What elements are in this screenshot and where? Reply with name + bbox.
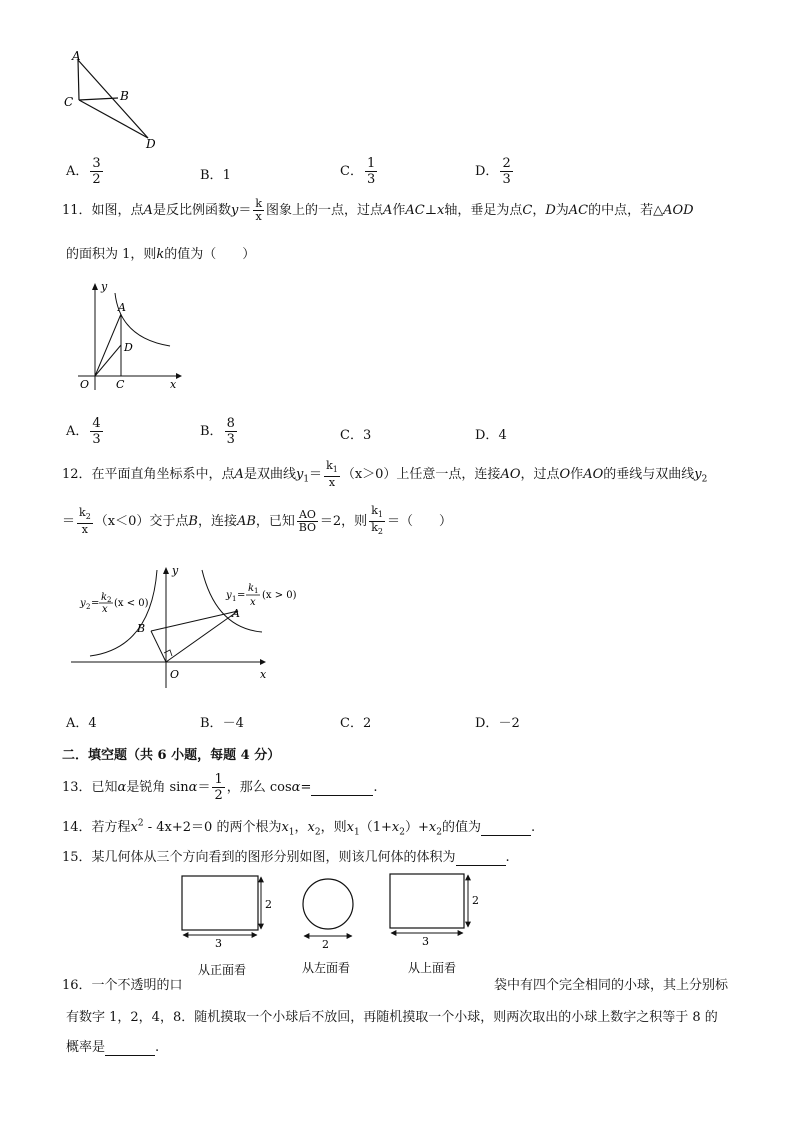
right-x: x: [250, 597, 256, 608]
x-axis-arrow: [260, 659, 266, 665]
q12-line-1: 12．在平面直角坐标系中，点A是双曲线$y_1=$ $\frac{k_1}{x}$ （x＞0）上任意一点，连接AO，过点O作AO的垂线与双曲线$y_2$: [62, 459, 708, 490]
right-eq: =: [237, 590, 246, 601]
q12-option-c[interactable]: C．2: [340, 716, 372, 731]
q11-option-a[interactable]: A． $\frac{4}{3}$: [66, 416, 101, 447]
front-height-label: 2: [265, 898, 272, 911]
right-angle-mark: [164, 650, 172, 656]
segment-oa: [166, 611, 238, 662]
top-width-label: 3: [422, 935, 429, 948]
q16-line-3: 概率是 .: [66, 1040, 160, 1055]
left-y: y: [80, 598, 86, 609]
label-x: x: [170, 378, 177, 391]
label-o: O: [170, 668, 180, 681]
front-view-caption: 从正面看: [198, 963, 247, 976]
section-2-heading: 二．填空题（共 6 小题，每题 4 分）: [62, 748, 281, 763]
q12-line-2: ＝ $\frac{k_2}{x}$ （x＜0）交于点B，连接AB，已知 $\frac{AO}{BO}$ ＝2，则 $\frac{k_1}{k_2}$ ＝（ ）: [62, 504, 452, 537]
q12-option-b[interactable]: B．－4: [200, 716, 244, 731]
label-d: D: [124, 341, 133, 354]
top-view-rect: [390, 874, 464, 928]
right-curve-label: [225, 583, 297, 608]
q11-option-b[interactable]: B． $\frac{8}{3}$: [200, 416, 235, 447]
left-x: x: [102, 604, 108, 615]
q11-line-2: 的面积为 1，则k的值为（ ）: [66, 247, 256, 262]
label-a: A: [72, 50, 81, 63]
q16-line-1a: 16．一个不透明的口: [62, 978, 183, 993]
q12-option-a[interactable]: A．4: [66, 716, 97, 731]
label-o: O: [80, 378, 90, 391]
label-y: y: [101, 280, 108, 293]
label-x: x: [260, 668, 267, 681]
q15-three-views: [170, 866, 490, 976]
left-view-caption: 从左面看: [302, 961, 351, 975]
segment-ac: [78, 60, 79, 100]
top-view: [390, 874, 479, 975]
right-y: y: [226, 590, 232, 601]
q12-hyperbola-figure: [66, 560, 316, 690]
q11-line-1: 11．如图，点A是反比例函数y＝ $\frac{k}{x}$ 图象上的一点，过点A作AC⊥x轴，垂足为点C，D为AC的中点，若△AOD: [62, 197, 694, 223]
label-y: y: [172, 564, 179, 577]
label-a: A: [118, 301, 126, 314]
front-width-label: 3: [215, 937, 222, 950]
label-a: A: [232, 607, 240, 620]
q10-option-b[interactable]: B．1: [200, 168, 231, 183]
y-axis-arrow: [163, 567, 169, 574]
left-eq: =: [91, 598, 100, 609]
left-width-label: 2: [322, 938, 329, 951]
q15-answer-blank[interactable]: [456, 850, 506, 866]
left-k-sub: 2: [107, 596, 112, 604]
left-view: [302, 879, 353, 975]
right-y-sub: 1: [232, 595, 237, 603]
left-cond: (x < 0): [114, 598, 149, 609]
q16-answer-blank[interactable]: [105, 1040, 155, 1056]
segment-od: [95, 345, 121, 376]
x-axis-arrow: [176, 373, 182, 379]
segment-cd: [79, 100, 148, 138]
q12-option-d[interactable]: D．－2: [475, 716, 520, 731]
q16-line-2: 有数字 1，2，4，8．随机摸取一个小球后不放回，再随机摸取一个小球，则两次取出的小球上数字之积等于 8 的: [66, 1010, 718, 1025]
top-height-label: 2: [472, 894, 479, 907]
right-k: k: [248, 583, 255, 594]
top-view-caption: 从上面看: [408, 961, 457, 975]
label-c: C: [64, 95, 74, 109]
left-y-sub: 2: [86, 603, 91, 611]
right-k-sub: 1: [254, 587, 259, 595]
left-hyperbola: [90, 570, 157, 656]
q16-line-1b: 袋中有四个完全相同的小球，其上分别标: [494, 978, 729, 993]
y-axis-arrow: [92, 283, 98, 290]
left-curve-label: [79, 592, 149, 615]
q10-option-d[interactable]: D． $\frac{2}{3}$: [475, 156, 511, 187]
q11-option-c[interactable]: C．3: [340, 428, 372, 443]
q15-line: 15．某几何体从三个方向看到的图形分别如图，则该几何体的体积为 .: [62, 850, 510, 865]
segment-oa: [95, 314, 121, 376]
q10-option-c[interactable]: C． $\frac{1}{3}$: [340, 156, 376, 187]
label-b: B: [120, 89, 129, 103]
q13-line: 13．已知α是锐角 sinα＝ $\frac{1}{2}$ ，那么 cosα= .: [62, 772, 378, 803]
left-view-circle: [303, 879, 353, 929]
q13-answer-blank[interactable]: [311, 780, 373, 796]
right-cond: (x > 0): [262, 590, 297, 601]
q11-option-d[interactable]: D．4: [475, 428, 507, 443]
label-d: D: [146, 137, 156, 150]
segment-ab: [151, 611, 238, 631]
q10-option-a[interactable]: A． $\frac{3}{2}$: [66, 156, 101, 187]
front-view: [182, 876, 272, 976]
q10-triangle-figure: [60, 50, 170, 150]
q11-hyperbola-figure: [70, 278, 190, 393]
front-view-rect: [182, 876, 258, 930]
segment-ob: [151, 631, 166, 662]
q14-answer-blank[interactable]: [481, 820, 531, 836]
left-k: k: [101, 592, 108, 603]
label-c: C: [116, 378, 125, 391]
q14-line: 14．若方程$x^2 - 4x+2=0$ 的两个根为$x_1$，$x_2$，则$x_1(1+x_2)+x_2$的值为 .: [62, 818, 536, 838]
label-b: B: [137, 622, 146, 635]
